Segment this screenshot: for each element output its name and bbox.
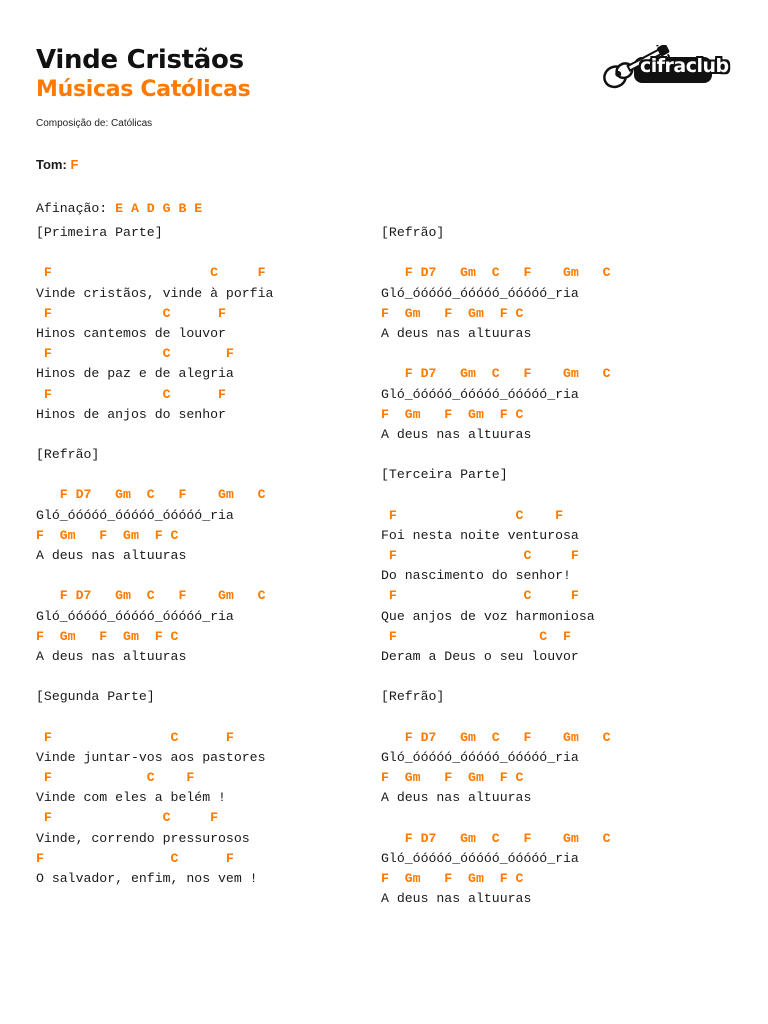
- lyric-line: Vinde, correndo pressurosos: [36, 830, 250, 846]
- chord-sheet-left-column: [36, 223, 273, 889]
- blank-line: [381, 445, 611, 465]
- cifraclub-logo[interactable]: [600, 45, 729, 89]
- artist-name[interactable]: Músicas Católicas: [36, 77, 251, 102]
- blank-line: [36, 243, 273, 263]
- chord-line[interactable]: F Gm F Gm F C: [381, 871, 524, 886]
- lyric-line: Gló_óóóóó_óóóóó_óóóóó_ria: [381, 386, 579, 402]
- blank-line: [381, 708, 611, 728]
- blank-line: [36, 465, 273, 485]
- chord-line[interactable]: F C F: [36, 729, 234, 745]
- chord-line[interactable]: F C F: [36, 810, 219, 826]
- song-header: [36, 44, 250, 104]
- chord-line[interactable]: F Gm F Gm F C: [36, 628, 179, 644]
- chord-line[interactable]: F D7 Gm C F Gm C: [36, 487, 266, 503]
- lyric-line: Vinde com eles a belém !: [36, 790, 226, 806]
- lyric-line: Gló_óóóóó_óóóóó_óóóóó_ria: [36, 608, 234, 624]
- lyric-line: Gló_óóóóó_óóóóó_óóóóó_ria: [36, 507, 234, 523]
- chord-line[interactable]: F Gm F Gm F C: [36, 527, 179, 543]
- song-key: [36, 157, 78, 172]
- lyric-line: A deus nas altuuras: [381, 790, 532, 806]
- chord-line[interactable]: F C F: [36, 346, 234, 362]
- chord-line[interactable]: F C F: [36, 850, 234, 866]
- tuning-label: Afinação:: [36, 201, 108, 216]
- lyric-line: A deus nas altuuras: [381, 325, 532, 341]
- chord-line[interactable]: F C F: [381, 507, 564, 523]
- blank-line: [381, 808, 611, 828]
- lyric-line: Gló_óóóóó_óóóóó_óóóóó_ria: [381, 850, 579, 866]
- lyric-line: Gló_óóóóó_óóóóó_óóóóó_ria: [381, 285, 579, 301]
- chord-line[interactable]: F C F: [381, 628, 571, 644]
- blank-line: [381, 243, 611, 263]
- lyric-line: Do nascimento do senhor!: [381, 568, 571, 584]
- lyric-line: Hinos de anjos do senhor: [36, 406, 226, 422]
- chord-line[interactable]: F C F: [36, 770, 195, 786]
- lyric-line: Vinde juntar-vos aos pastores: [36, 749, 266, 765]
- lyric-line: Vinde cristãos, vinde à porfia: [36, 285, 274, 301]
- lyric-line: A deus nas altuuras: [36, 648, 187, 664]
- lyric-line: Deram a Deus o seu louvor: [381, 648, 579, 664]
- blank-line: [36, 708, 273, 728]
- lyric-line: O salvador, enfim, nos vem !: [36, 871, 258, 886]
- section-heading: [Primeira Parte]: [36, 225, 163, 240]
- section-heading: [Refrão]: [381, 689, 445, 705]
- lyric-line: Que anjos de voz harmoniosa: [381, 608, 595, 624]
- lyric-line: A deus nas altuuras: [381, 891, 532, 907]
- section-heading: [Refrão]: [381, 225, 445, 240]
- chord-line[interactable]: F D7 Gm C F Gm C: [36, 588, 266, 604]
- key-label: Tom:: [36, 157, 67, 172]
- chord-line[interactable]: F Gm F Gm F C: [381, 770, 524, 786]
- chord-line[interactable]: F D7 Gm C F Gm C: [381, 366, 611, 382]
- chord-line[interactable]: F Gm F Gm F C: [381, 305, 524, 321]
- chord-line[interactable]: F D7 Gm C F Gm C: [381, 830, 611, 846]
- section-heading: [Segunda Parte]: [36, 689, 155, 705]
- tuning-value: E A D G B E: [115, 201, 203, 216]
- section-heading: [Terceira Parte]: [381, 467, 508, 483]
- chord-line[interactable]: F C F: [36, 265, 266, 281]
- tuning-info: [36, 199, 202, 219]
- lyric-line: A deus nas altuuras: [381, 426, 532, 442]
- blank-line: [381, 485, 611, 505]
- chord-line[interactable]: F D7 Gm C F Gm C: [381, 265, 611, 281]
- chord-sheet-right-column: [381, 223, 611, 909]
- chord-line[interactable]: F D7 Gm C F Gm C: [381, 729, 611, 745]
- lyric-line: A deus nas altuuras: [36, 548, 187, 563]
- chord-line[interactable]: F C F: [36, 386, 226, 402]
- composer-credit: Composição de: Católicas: [36, 118, 153, 129]
- lyric-line: Hinos de paz e de alegria: [36, 366, 234, 382]
- blank-line: [36, 566, 273, 586]
- chord-line[interactable]: F C F: [36, 305, 226, 321]
- lyric-line: Foi nesta noite venturosa: [381, 527, 579, 543]
- chord-line[interactable]: F Gm F Gm F C: [381, 406, 524, 422]
- key-value[interactable]: F: [70, 157, 79, 172]
- blank-line: [381, 344, 611, 364]
- song-title: Vinde Cristãos: [36, 45, 244, 75]
- section-heading: [Refrão]: [36, 447, 100, 463]
- blank-line: [36, 425, 273, 445]
- chord-line[interactable]: F C F: [381, 588, 579, 604]
- lyric-line: Hinos cantemos de louvor: [36, 325, 226, 341]
- blank-line: [381, 667, 611, 687]
- chord-line[interactable]: F C F: [381, 548, 579, 563]
- logo-wordmark: cifraclub: [640, 55, 729, 77]
- blank-line: [36, 667, 273, 687]
- lyric-line: Gló_óóóóó_óóóóó_óóóóó_ria: [381, 749, 579, 765]
